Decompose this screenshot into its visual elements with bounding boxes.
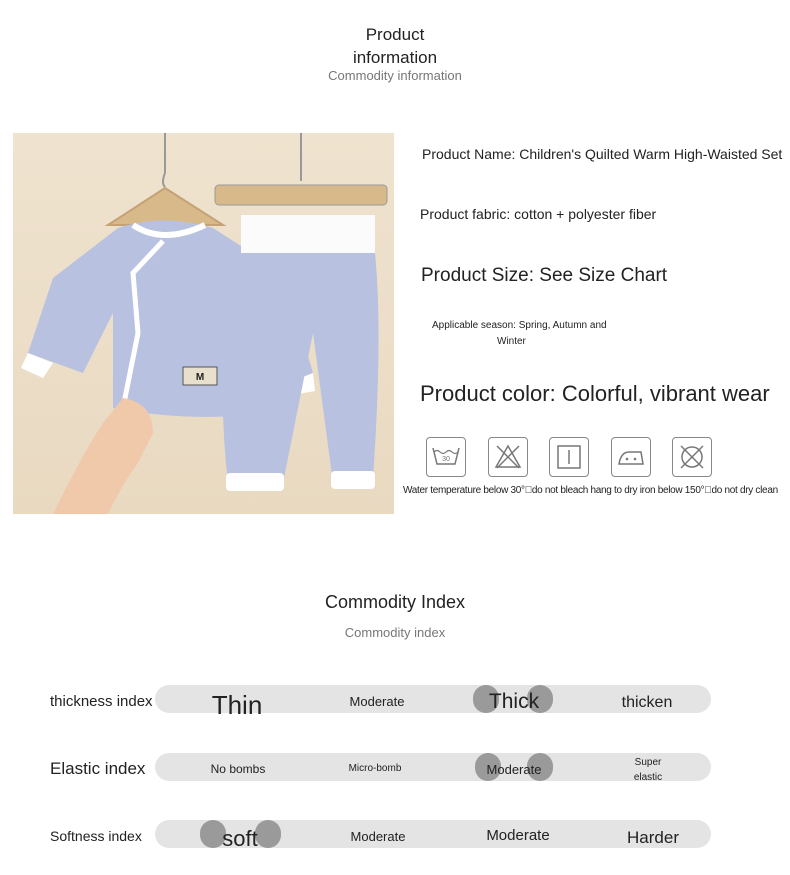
season-line-2: Winter [497, 336, 526, 347]
product-size: Product Size: See Size Chart [421, 265, 668, 286]
index-title: Commodity Index [324, 592, 466, 612]
section-subtitle: Commodity information [328, 68, 462, 83]
softness-option-moderate-2: Moderate [486, 827, 550, 844]
elastic-option-super-elastic: Super elastic [633, 757, 663, 783]
thickness-index-label: thickness index [50, 693, 153, 710]
title-line-1: Product [365, 25, 425, 44]
thickness-option-thick: Thick [488, 690, 540, 713]
care-instructions: Water temperature below 30° do not bleach hang to dry iron below 150° do not dry clean [403, 485, 778, 496]
thickness-option-thin: Thin [211, 690, 263, 720]
svg-text:M: M [195, 372, 205, 383]
softness-option-soft: soft [222, 826, 258, 851]
elastic-index-label: Elastic index [50, 759, 146, 778]
hang-dry-icon [549, 437, 589, 477]
thickness-option-moderate: Moderate [349, 694, 405, 709]
wash-30-icon [426, 437, 466, 477]
elastic-option-no-bombs: No bombs [210, 762, 266, 776]
softness-option-harder: Harder [627, 828, 679, 847]
product-photo [13, 133, 394, 514]
title-line-2: information [352, 48, 438, 67]
softness-index-label: Softness index [50, 828, 142, 844]
no-bleach-icon [488, 437, 528, 477]
care-icons [426, 437, 716, 479]
product-name: Product Name: Children's Quilted Warm High-Waisted Set [422, 146, 783, 162]
softness-option-moderate: Moderate [350, 829, 406, 844]
iron-icon [611, 437, 651, 477]
elastic-option-micro-bomb: Micro-bomb [348, 763, 402, 774]
season-line-1: Applicable season: Spring, Autumn and [432, 320, 607, 331]
product-photo-illustration [13, 133, 394, 514]
thickness-option-thicken: thicken [621, 694, 673, 711]
index-subtitle: Commodity index [344, 625, 446, 640]
no-dry-clean-icon [672, 437, 712, 477]
product-color: Product color: Colorful, vibrant wear [420, 381, 770, 406]
wash-temp-label: 30 [442, 456, 450, 463]
product-fabric: Product fabric: cotton + polyester fiber [420, 206, 657, 222]
elastic-option-moderate: Moderate [486, 762, 542, 777]
